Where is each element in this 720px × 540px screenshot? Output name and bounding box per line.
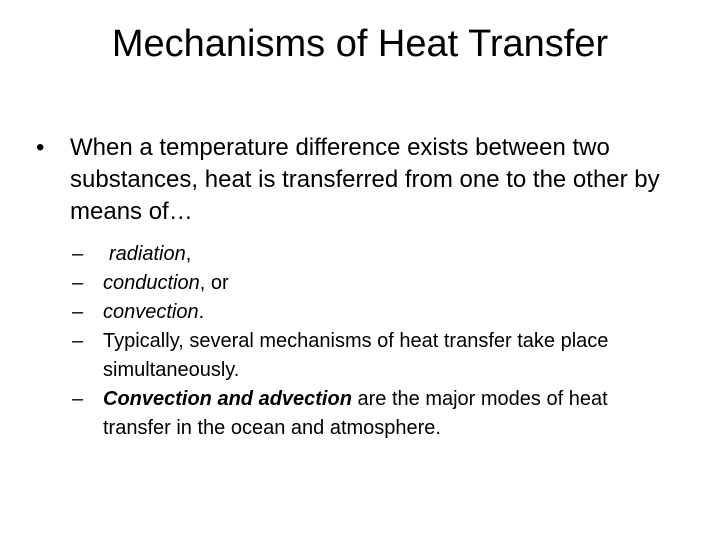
sub-bullet-text: Typically, several mechanisms of heat transfer take place simultaneously.: [103, 330, 609, 381]
sub-bullet-conduction: [72, 269, 676, 298]
sub-bullet-text: [103, 269, 676, 298]
term-suffix: are the major modes of heat transfer in the ocean and atmosphere.: [103, 388, 608, 439]
sub-bullet-convection-advection: [72, 385, 676, 443]
main-bullet-text: When a temperature difference exists between two substances, heat is transferred from one to the other by means of…: [70, 134, 660, 225]
sub-bullet-text: [103, 385, 676, 443]
emphasized-term: radiation: [109, 243, 186, 265]
dash-marker: –: [72, 243, 84, 265]
term-suffix: , or: [199, 272, 229, 294]
sub-bullet-list: [36, 240, 676, 443]
sub-bullet-radiation: [72, 240, 676, 269]
emphasized-term: convection: [103, 301, 199, 323]
sub-bullet-text: [103, 240, 676, 269]
term-suffix: ,: [185, 243, 192, 265]
main-bullet: [36, 132, 676, 228]
slide-content: [36, 132, 676, 443]
dash-marker: –: [72, 388, 84, 410]
emphasized-term: Convection and advection: [103, 388, 352, 410]
dash-marker: –: [72, 272, 84, 294]
bullet-marker: •: [36, 134, 45, 161]
sub-bullet-typically: [72, 327, 676, 385]
slide-title: Mechanisms of Heat Transfer: [111, 23, 609, 65]
sub-bullet-text: [103, 298, 676, 327]
emphasized-term: conduction: [103, 272, 200, 294]
dash-marker: –: [72, 301, 84, 323]
term-suffix: .: [198, 301, 205, 323]
dash-marker: –: [72, 330, 84, 352]
sub-bullet-convection: [72, 298, 676, 327]
